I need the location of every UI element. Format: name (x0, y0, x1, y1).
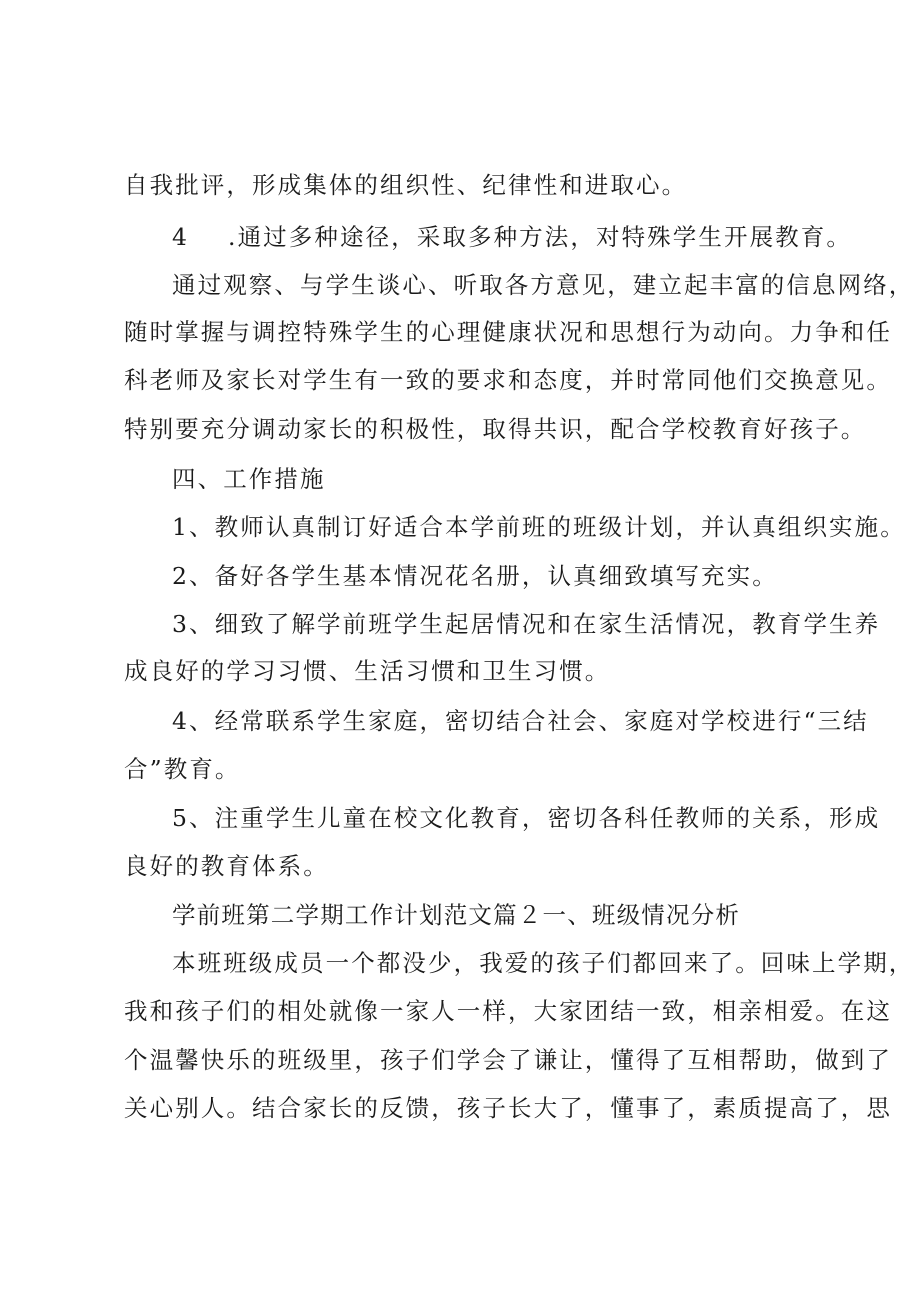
text-line: 随时掌握与调控特殊学生的心理健康状况和思想行为动向。力争和任 (124, 318, 892, 346)
text-line: 我和孩子们的相处就像一家人一样，大家团结一致，相亲相爱。在这 (124, 997, 892, 1025)
text-line: 通过观察、与学生谈心、听取各方意见，建立起丰富的信息网络， (172, 271, 915, 299)
list-number: 4 (172, 223, 187, 251)
text-line: 2、备好各学生基本情况花名册，认真细致填写充实。 (172, 562, 778, 590)
text-line: 自我批评，形成集体的组织性、纪律性和进取心。 (124, 171, 688, 199)
section-heading: 四、工作措施 (172, 465, 326, 493)
text-line: 本班班级成员一个都没少，我爱的孩子们都回来了。回味上学期， (172, 949, 915, 977)
text-line: 科老师及家长对学生有一致的要求和态度，并时常同他们交换意见。 (124, 366, 892, 394)
text-line: 良好的教育体系。 (124, 852, 329, 880)
text-line: 合”教育。 (124, 755, 241, 783)
text-line: 特别要充分调动家长的积极性，取得共识，配合学校教育好孩子。 (124, 415, 867, 443)
text-line: 成良好的学习习惯、生活习惯和卫生习惯。 (124, 657, 611, 685)
text-line: 个温馨快乐的班级里，孩子们学会了谦让，懂得了互相帮助，做到了 (124, 1046, 892, 1074)
section-heading: 学前班第二学期工作计划范文篇２一、班级情况分析 (172, 901, 741, 929)
text-line: 3、细致了解学前班学生起居情况和在家生活情况，教育学生养 (172, 610, 881, 638)
text-line: 4、经常联系学生家庭，密切结合社会、家庭对学校进行“三结 (172, 707, 869, 735)
text-line: .通过多种途径，采取多种方法，对特殊学生开展教育。 (228, 223, 852, 251)
text-line: 5、注重学生儿童在校文化教育，密切各科任教师的关系，形成 (172, 804, 881, 832)
text-line: 1、教师认真制订好适合本学前班的班级计划，并认真组织实施。 (172, 513, 906, 541)
text-line: 关心别人。结合家长的反馈，孩子长大了，懂事了，素质提高了，思 (124, 1094, 892, 1122)
